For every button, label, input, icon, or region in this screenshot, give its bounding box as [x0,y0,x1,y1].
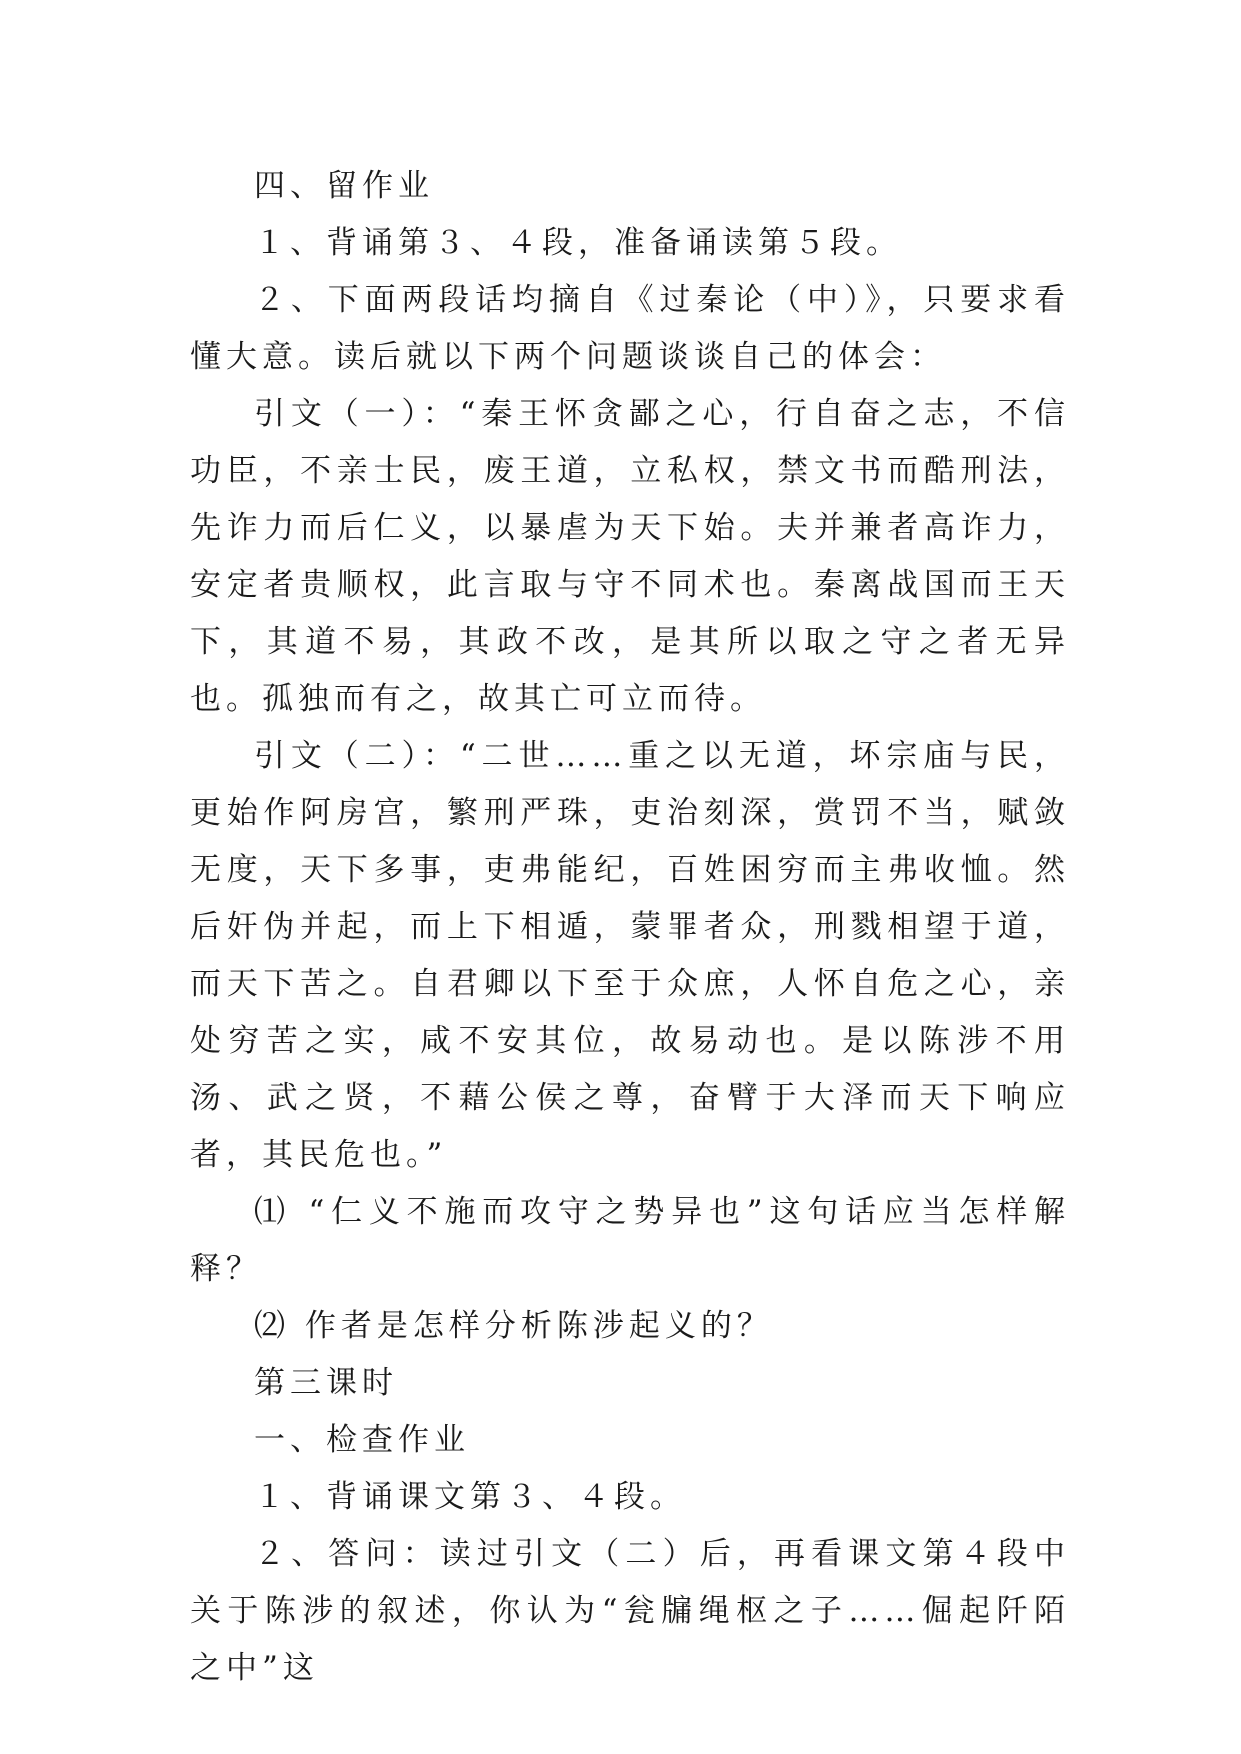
section-heading-check-homework: 一、检查作业 [254,1422,470,1458]
homework-item-1: １、背诵第３、４段，准备诵读第５段。 [254,225,902,261]
question-2: ⑵ 作者是怎样分析陈涉起义的？ [254,1308,773,1344]
check-item-1: １、背诵课文第３、４段。 [254,1479,686,1515]
quotation-one: 引文（一）：“秦王怀贪鄙之心，行自奋之志，不信功臣，不亲士民，废王道，立私权，禁文书而酷刑法，先诈力而后仁义，以暴虐为天下始。夫并兼者高诈力，安定者贵顺权，此言取与守不同术也。秦离战国而王天下，其道不易，其政不改，是其所以取之守之者无异也。孤独而有之，故其亡可立而待。 [190,396,1070,717]
check-item-2: ２、答问：读过引文（二）后，再看课文第４段中关于陈涉的叙述，你认为“瓮牖绳枢之子……倔起阡陌之中”这 [190,1536,1070,1686]
quotation-two: 引文（二）：“二世……重之以无道，坏宗庙与民，更始作阿房宫，繁刑严珠，吏治刻深，赏罚不当，赋敛无度，天下多事，吏弗能纪，百姓困穷而主弗收恤。然后奸伪并起，而上下相遁，蒙罪者众，刑戮相望于道，而天下苦之。自君卿以下至于众庶，人怀自危之心，亲处穷苦之实，咸不安其位，故易动也。是以陈涉不用汤、武之贤，不藉公侯之尊，奋臂于大泽而天下响应者，其民危也。” [190,738,1070,1173]
homework-item-2: ２、下面两段话均摘自《过秦论（中）》，只要求看懂大意。读后就以下两个问题谈谈自己的体会： [190,282,1070,375]
section-heading-homework: 四、留作业 [254,168,434,204]
lesson-heading-third-period: 第三课时 [254,1365,398,1401]
document-body [190,158,1070,1697]
question-1: ⑴ “仁义不施而攻守之势异也”这句话应当怎样解释？ [190,1194,1070,1287]
